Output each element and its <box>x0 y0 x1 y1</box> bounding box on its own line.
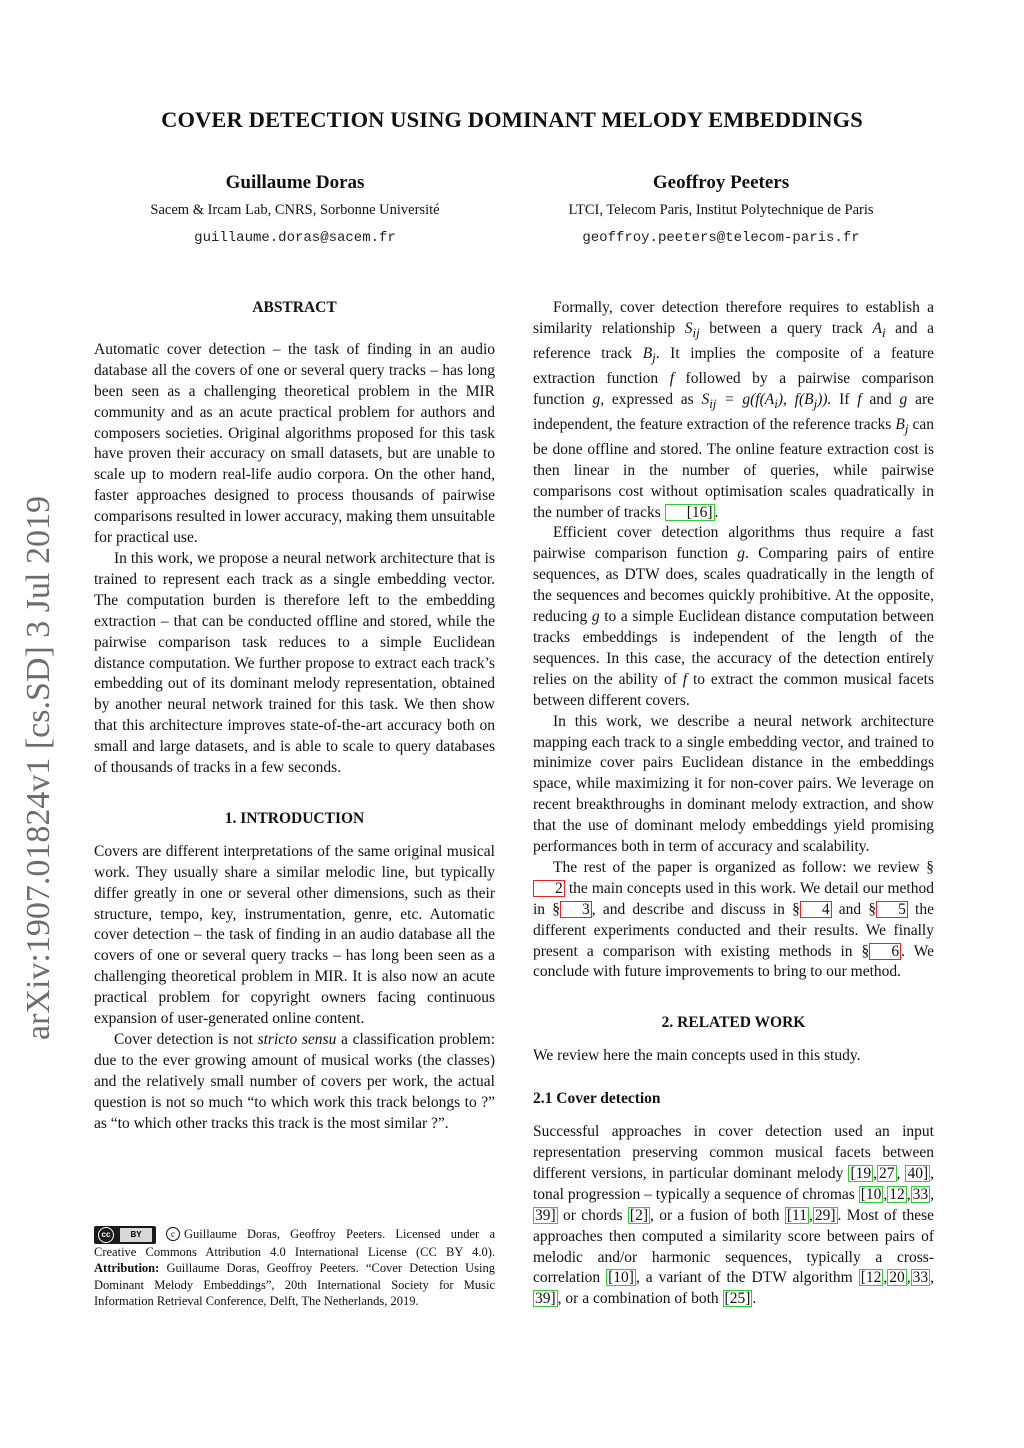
license-footnote <box>94 1226 495 1309</box>
text-run: followed by a pairwise comparison function <box>533 369 934 408</box>
math-var: B <box>895 415 905 433</box>
math-sub: j <box>813 395 818 411</box>
math-var: g <box>592 390 601 408</box>
section-sign: § <box>926 858 934 876</box>
subsection-heading: 2.1 Cover detection <box>533 1090 661 1108</box>
math-run: ), f(B <box>777 390 814 408</box>
citation-link[interactable]: 39] <box>535 1206 556 1224</box>
author-email: geoffroy.peeters@telecom-paris.fr <box>582 230 860 246</box>
arxiv-stamp: arXiv:1907.01824v1 [cs.SD] 3 Jul 2019 <box>20 496 57 1040</box>
abstract-paragraph-1: Automatic cover detection – the task of finding in an audio database all the covers of one or several query tracks – has long been seen as a challenging theoretical problem in the MIR community and as an acute practical problem for authors and composers societies. Original algorithms proposed for this task have proven their accuracy on small datasets, but are unable to scale up to modern real-life audio corpora. On the other hand, faster approaches designed to process thousands of pairwise comparisons resulted in lower accuracy, making them unsuitable for practical use. <box>94 340 496 547</box>
math-symbol <box>872 319 886 340</box>
math-symbol <box>642 344 656 365</box>
text-run: . <box>714 503 719 521</box>
text-run: , or a fusion of both <box>649 1206 785 1224</box>
citation-link[interactable]: 29] <box>814 1206 836 1224</box>
author-affiliation: LTCI, Telecom Paris, Institut Polytechnique de Paris <box>568 202 874 218</box>
citation-link[interactable]: [10] <box>608 1269 634 1287</box>
math-var: g <box>591 608 600 626</box>
text-run: , expressed as <box>600 390 702 408</box>
text-run: between a query track <box>699 319 873 337</box>
text-run: , or a combination of both <box>557 1290 723 1308</box>
copyright-icon: c <box>166 1227 180 1241</box>
math-sub: j <box>904 420 909 436</box>
math-var: f <box>857 390 862 408</box>
right-column <box>533 298 934 1310</box>
intro-paragraph-1: Covers are different interpretations of the same original musical work. They usually share a similar melodic line, but typically differ greatly in one or several other dimensions, such as their structure, tempo, key, instrumentation, genre, etc. Automatic cover detection – the task of finding in an audio database all the covers of one or several query tracks – has long been seen as a challenging theoretical problem in MIR. It is also now an acute practical problem for copyright owners facing continuous expansion of user-generated online content. <box>94 842 495 1028</box>
text-run: the different experiments conducted and their results. We finally present a comparison with existing methods in § <box>533 900 934 960</box>
author-block-doras <box>55 172 535 246</box>
text-run: or chords <box>557 1206 628 1224</box>
text-run: are independent, the feature extraction of the reference tracks <box>533 390 934 433</box>
citation-link[interactable]: 12 <box>889 1185 905 1203</box>
section-link[interactable]: 6 <box>869 943 901 960</box>
text-run: and <box>861 390 900 408</box>
text-run: Cover detection is not <box>114 1031 258 1048</box>
related-work-heading: 2. RELATED WORK <box>661 1014 806 1032</box>
math-var: S <box>701 390 710 408</box>
license-text: Guillaume Doras, Geoffroy Peeters. Licensed under a Creative Commons Attribution 4.0 International License (CC BY 4.0). <box>94 1227 495 1260</box>
text-run: and § <box>831 900 877 918</box>
citation-link[interactable]: [10 <box>860 1185 882 1203</box>
text-run: a classification problem: due to the ever growing amount of musical works (the classes) and the relatively small number of covers per work, the actual question is not so much “to which work this track belongs to ?” as “to which other tracks this track is the most similar ?”. <box>94 1031 495 1132</box>
author-email: guillaume.doras@sacem.fr <box>194 230 396 246</box>
section-link[interactable]: 5 <box>876 901 908 918</box>
math-run: = g(f(A <box>716 390 775 408</box>
text-run: . <box>752 1290 757 1308</box>
math-var: g <box>899 390 908 408</box>
text-run: Successful approaches in cover detection used an input representation preserving common musical facets between different versions, in particular dominant melody <box>533 1123 934 1182</box>
text-run: Formally, cover detection therefore requires to establish a similarity relationship <box>533 299 934 337</box>
math-run: )). <box>817 390 832 408</box>
text-run: can be done offline and stored. The online feature extraction cost is then linear in the number of queries, while pairwise comparisons cost without optimisation scales quadratically in the number of tracks <box>533 415 934 521</box>
citation-link[interactable]: [12 <box>860 1269 882 1287</box>
math-var: A <box>872 319 882 337</box>
math-var: f <box>669 369 675 387</box>
author-block-peeters <box>481 172 961 246</box>
math-var: S <box>684 319 693 337</box>
text-run: Efficient cover detection algorithms thus require a fast pairwise comparison function <box>533 524 934 563</box>
right-paragraph-3: In this work, we describe a neural network architecture mapping each track to a single embedding vector, and trained to minimize cover pairs Euclidean distance in the embeddings space, while maximizing it for non-cover pairs. We leverage on recent breakthroughs in dominant melody extraction, and show that the use of dominant melody embeddings yield promising performances both in term of accuracy and scalability. <box>533 712 934 856</box>
math-sub: j <box>652 350 656 365</box>
math-sub: ij <box>692 325 700 340</box>
right-paragraph-4 <box>533 858 934 983</box>
text-run: , tonal progression – typically a sequence of chromas <box>533 1164 934 1203</box>
cc-icon: cc <box>98 1227 114 1243</box>
intro-paragraph-2 <box>94 1030 495 1135</box>
citation-link[interactable]: 40] <box>907 1164 929 1182</box>
citation-link[interactable]: [2] <box>629 1206 648 1224</box>
abstract-paragraph-2: In this work, we propose a neural network architecture that is trained to represent each track as a single embedding vector. The computation burden is therefore left to the embedding extraction – that can be conducted offline and stored, while the pairwise comparison task reduces to a simple Euclidean distance computation. We further propose to extract each track’s embedding out of its dominant melody representation, obtained by another neural network trained for this task. We then show that this architecture improves state-of-the-art accuracy both on small and large datasets, and is able to scale to query databases of thousands of tracks in a few seconds. <box>94 549 495 777</box>
intro-heading: 1. INTRODUCTION <box>224 809 365 827</box>
citation-link[interactable]: 39] <box>535 1290 556 1308</box>
citation-link[interactable]: [16] <box>665 504 715 521</box>
citation-link[interactable]: 33 <box>912 1185 929 1203</box>
math-symbol <box>895 415 909 436</box>
text-run: . Most of these approaches then computed a similarity score between pairs of melodic and/or harmonic sequences, typically a cross-correlation <box>533 1206 934 1287</box>
citation-link[interactable]: 33 <box>912 1269 929 1287</box>
text-run: The rest of the paper is organized as follow: we review <box>553 858 927 876</box>
text-run: to extract the common musical facets between different covers. <box>533 670 934 709</box>
emphasis: stricto sensu <box>257 1031 337 1048</box>
author-name: Guillaume Doras <box>225 172 365 193</box>
text-run: , and describe and discuss in § <box>591 900 800 918</box>
text-run: If <box>831 390 858 408</box>
author-name: Geoffroy Peeters <box>652 172 790 193</box>
math-sub: ij <box>709 395 717 411</box>
math-var: g <box>737 545 746 563</box>
text-run: . We conclude with future improvements to bring to our method. <box>533 942 934 981</box>
section-link[interactable]: 2 <box>533 880 565 897</box>
text-run: , a variant of the DTW algorithm <box>635 1269 859 1287</box>
math-symbol <box>684 319 700 340</box>
section-link[interactable]: 3 <box>560 901 592 918</box>
right-paragraph-2 <box>533 523 934 711</box>
related-work-paragraph: We review here the main concepts used in this study. <box>533 1047 861 1065</box>
text-run: to a simple Euclidean distance computation between tracks embeddings is independent of the length of the sequences. In this case, the accuracy of the detection entirely relies on the ability of <box>533 608 934 688</box>
text-run: and a reference track <box>533 319 934 362</box>
text-run: . It implies the composite of a feature extraction function <box>533 344 934 387</box>
math-sub: i <box>881 325 886 340</box>
attribution-text: Guillaume Doras, Geoffroy Peeters. “Cover Detection Using Dominant Melody Embeddings”, 20th International Society for Music Information Retrieval Conference, Delft, The Netherlands, 2019. <box>94 1261 495 1309</box>
right-paragraph-1 <box>533 298 934 523</box>
citation-link[interactable]: [25] <box>724 1290 751 1308</box>
citation-link[interactable]: 20 <box>889 1269 905 1287</box>
attribution-label: Attribution: <box>94 1261 160 1276</box>
math-sub: i <box>774 395 778 411</box>
cover-detection-paragraph: Successful approaches in cover detection used an input representation preserving common musical facets between different versions, in particular dominant melody [19 , 27 , 40] , tonal progression – typically a sequence of chromas [10 , 12 , 33 ,39] or chords [2] , or a fusion of both [11 , 29] . Most of these approaches then computed a similarity score between pairs of melodic and/or harmonic sequences, typically a cross-correlation [10] , a variant of the DTW algorithm [12 , 20 , 33 ,39] , or a combination of both [25] . <box>533 1123 934 1308</box>
cc-by-badge-icon <box>94 1226 156 1244</box>
author-affiliation: Sacem & Ircam Lab, CNRS, Sorbonne Université <box>150 202 440 218</box>
equation <box>701 390 832 411</box>
math-var: B <box>642 344 653 362</box>
section-link[interactable]: 4 <box>800 901 832 918</box>
citation-link[interactable]: [19 <box>850 1164 872 1182</box>
by-label: BY <box>120 1228 152 1242</box>
math-var: f <box>682 670 688 688</box>
text-run: . Comparing pairs of entire sequences, as DTW does, scales quadratically in the length of the sequences and becomes quickly prohibitive. At the opposite, reducing <box>533 545 934 626</box>
citation-link[interactable]: [11 <box>786 1206 807 1224</box>
left-column <box>94 298 495 1135</box>
abstract-heading: ABSTRACT <box>252 299 337 316</box>
text-run: the main concepts used in this work. We detail our method in § <box>533 879 934 918</box>
paper-title: COVER DETECTION USING DOMINANT MELODY EMBEDDINGS <box>161 107 863 132</box>
citation-link[interactable]: 27 <box>879 1164 895 1182</box>
